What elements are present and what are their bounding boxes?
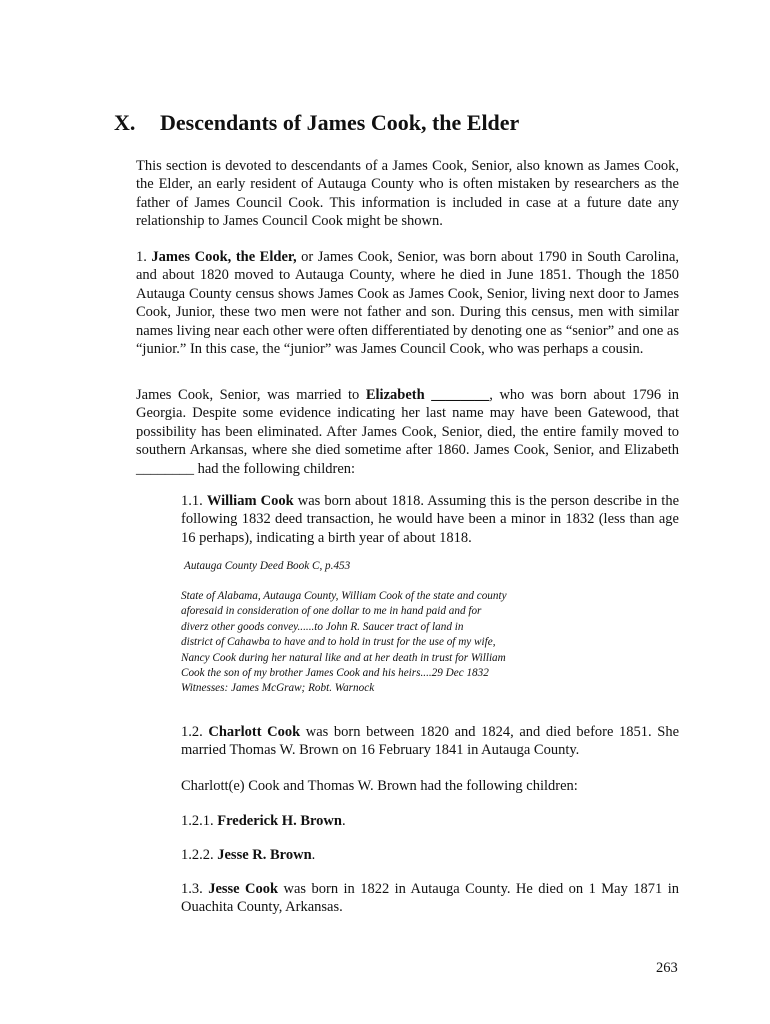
child-name: Charlott Cook [208,724,301,740]
child-charlott-cook [181,723,679,760]
entry-text: or James Cook, Senior, was born about 1790 in South Carolina, and about 1820 moved to Autauga County, where he died in June 1851. Though the 1850 Autauga County census shows James Cook as James Cook, Senior, living next door to James Cook, Junior, these two men were not father and son. During this census, men with similar names living near each other were often differentiated by denoting one as “senior” and one as “junior.” In this case, the “junior” was James Council Cook, who was perhaps a cousin. [136,249,680,358]
grandchild-prefix: 1.2.1. [181,813,218,829]
entry-james-cook-elder [136,248,679,358]
grandchild-frederick-brown [181,812,679,830]
grandchild-prefix: 1.2.2. [181,847,218,863]
grandchild-suffix: . [341,813,346,829]
child-name: William Cook [206,493,294,509]
deed-line: State of Alabama, Autauga County, William Cook of the state and county [181,590,507,602]
grandchild-name: Jesse R. Brown [217,847,312,863]
intro-paragraph: This section is devoted to descendants of a James Cook, Senior, also known as James Cook, the Elder, an early resident of Autauga County who is often mistaken by researchers as the father of James Council Cook. This information is included in case at a future date any relationship to James Council Cook might be shown. [136,158,679,230]
deed-line: diverz other goods convey......to John R. Saucer tract of land in [181,620,464,633]
deed-line: district of Cahawba to have and to hold in trust for the use of my wife, [181,636,496,649]
child-william-cook [181,492,679,547]
child-prefix: 1.3. [181,881,209,897]
spouse-paragraph [136,386,679,478]
deed-citation: Autauga County Deed Book C, p.453 [184,560,351,572]
spouse-name: Elizabeth ________ [365,387,490,403]
child-prefix: 1.1. [181,493,207,509]
child-text: was born about 1818. Assuming this is the person describe in the following 1832 deed transaction, he would have been a minor in 1832 (less than age 16 perhaps), indicating a birth year of about 1818. [181,493,680,546]
deed-transcription [181,589,507,697]
page-number: 263 [656,960,678,976]
child-name: Jesse Cook [208,881,279,897]
spouse-text: , who was born about 1796 in Georgia. Despite some evidence indicating her last name may have been Gatewood, that possibility has been eliminated. After James Cook, Senior, died, the entire family moved to southern Arkansas, where she died sometime after 1860. James Cook, Senior, and Elizabeth ________ had the following children: [136,387,680,477]
child-text: was born between 1820 and 1824, and died before 1851. She married Thomas W. Brown on 16 February 1841 in Autauga County. [181,724,680,759]
child-prefix: 1.2. [181,724,209,740]
child-jesse-cook [181,880,679,917]
children-intro: Charlott(e) Cook and Thomas W. Brown had the following children: [181,778,578,794]
deed-line: aforesaid in consideration of one dollar to me in hand paid and for [181,605,482,618]
section-title: Descendants of James Cook, the Elder [160,110,520,135]
child-text: was born in 1822 in Autauga County. He died on 1 May 1871 in Ouachita County, Arkansas. [181,881,680,916]
spouse-prefix: James Cook, Senior, was married to [136,387,366,403]
entry-name: James Cook, the Elder, [151,249,297,265]
entry-prefix: 1. [136,249,152,265]
section-number: X. [114,110,136,135]
deed-line: Nancy Cook during her natural like and at her death in trust for William [181,651,506,664]
grandchild-suffix: . [311,847,316,863]
deed-line: Witnesses: James McGraw; Robt. Warnock [181,682,375,695]
grandchild-name: Frederick H. Brown [217,813,342,829]
deed-line: Cook the son of my brother James Cook and his heirs....29 Dec 1832 [181,667,489,680]
grandchild-jesse-brown [181,846,679,864]
section-heading [114,110,519,136]
